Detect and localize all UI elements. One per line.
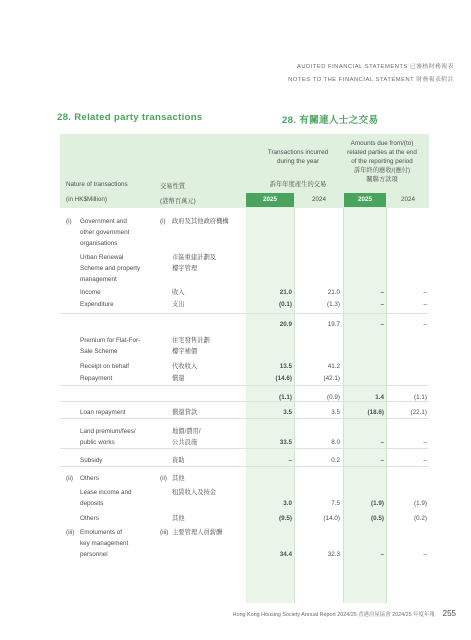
row-index-zh: (i) xyxy=(160,218,166,225)
column-divider xyxy=(294,208,295,603)
related-party-table xyxy=(60,134,429,603)
row-label-en: Premium for Flat-For- xyxy=(80,337,141,344)
row-label-en: Repayment xyxy=(80,375,113,382)
col-unit-en: (in HK$Million) xyxy=(66,196,107,203)
row-label-en: Receipt on behalf xyxy=(80,363,130,370)
value-2024: 3.5 xyxy=(331,409,340,416)
row-label-en: public works xyxy=(80,439,115,446)
balance-2024: – xyxy=(423,439,427,446)
row-label-en: Urban Renewal xyxy=(80,254,124,261)
row-label-en: Loan repayment xyxy=(80,409,126,416)
row-label-en: organisations xyxy=(80,240,118,247)
row-label-zh: 地價/費用/ xyxy=(172,428,201,435)
row-label-en: Expenditure xyxy=(80,301,114,308)
year-current-header: 2025 xyxy=(246,193,294,207)
value-2024: 19.7 xyxy=(327,321,340,328)
value-2024: (0.9) xyxy=(327,394,340,401)
page-footer xyxy=(233,609,456,618)
value-2025: 13.5 xyxy=(279,363,292,370)
table-header xyxy=(60,134,429,208)
balance-2024: – xyxy=(423,551,427,558)
footer-text: Hong Kong Housing Society Annual Report 2024/25 香港房屋協會 2024/25 年度年報 xyxy=(232,612,435,618)
value-2024: (1.3) xyxy=(327,301,340,308)
value-2024: 7.5 xyxy=(331,500,340,507)
row-label-en: deposits xyxy=(80,500,104,507)
value-2025: 34.4 xyxy=(279,551,292,558)
row-label-zh: 其他 xyxy=(172,475,185,482)
value-2025: 33.5 xyxy=(279,439,292,446)
running-header-2: NOTES TO THE FINANCIAL STATEMENT 財務報表附註 xyxy=(288,77,454,83)
row-label-en: Land premium/fees/ xyxy=(80,428,136,435)
balance-2025: – xyxy=(380,457,384,464)
column-divider xyxy=(343,208,344,603)
balance-2024: (1.1) xyxy=(414,394,427,401)
row-divider xyxy=(60,313,429,314)
year-current-header-2: 2025 xyxy=(344,193,386,207)
group2-label-2: related parties at the end xyxy=(347,149,417,156)
section-title-zh: 28. 有關連人士之交易 xyxy=(282,115,379,126)
balance-2025: (18.6) xyxy=(367,409,384,416)
current-year-shade xyxy=(246,208,294,603)
row-index: (ii) xyxy=(66,475,73,482)
row-divider xyxy=(60,448,429,449)
balance-2024: (0.2) xyxy=(414,515,427,522)
row-label-en: Government and xyxy=(80,218,127,225)
row-label-zh: 住宅發售計劃 xyxy=(172,337,210,344)
row-label-zh: 市區重建計劃及 xyxy=(172,254,217,261)
value-2025: (0.1) xyxy=(279,301,292,308)
value-2024: 32.3 xyxy=(327,551,340,558)
row-label-en: Emoluments of xyxy=(80,529,122,536)
value-2025: (14.6) xyxy=(275,375,292,382)
balance-2025: – xyxy=(380,301,384,308)
balance-2025: (1.9) xyxy=(371,500,384,507)
value-2025: 3.5 xyxy=(283,409,292,416)
group2-label-3: of the reporting period xyxy=(351,158,413,165)
balance-2025: – xyxy=(380,551,384,558)
row-label-zh: 公共設施 xyxy=(172,439,198,446)
col-nature-zh: 交易性質 xyxy=(160,183,186,190)
page-number: 255 xyxy=(442,609,456,618)
row-label-en: Subsidy xyxy=(80,457,103,464)
balance-2024: (1.9) xyxy=(414,500,427,507)
value-2025: 21.0 xyxy=(279,289,292,296)
row-divider xyxy=(60,466,429,467)
value-2024: 41.2 xyxy=(327,363,340,370)
value-2025: (9.5) xyxy=(279,515,292,522)
balance-2025: (0.5) xyxy=(371,515,384,522)
section-title-en: 28. Related party transactions xyxy=(57,112,203,123)
row-label-zh: 樓宇管理 xyxy=(172,265,198,272)
row-label-en: key management xyxy=(80,540,129,547)
row-label-en: Sale Scheme xyxy=(80,348,118,355)
row-index-zh: (ii) xyxy=(160,475,167,482)
row-label-zh: 收入 xyxy=(172,289,185,296)
col-unit-zh: (港幣百萬元) xyxy=(160,198,196,205)
row-label-zh: 租賃收入及按金 xyxy=(172,489,217,496)
balance-2024: (22.1) xyxy=(410,409,427,416)
row-label-zh: 代收收入 xyxy=(172,363,198,370)
balance-2025: 1.4 xyxy=(375,394,384,401)
row-label-en: Others xyxy=(80,475,99,482)
row-label-zh: 支出 xyxy=(172,301,185,308)
row-label-zh: 其他 xyxy=(172,515,185,522)
col-nature-en: Nature of transactions xyxy=(66,181,128,188)
row-label-zh: 樓宇補價 xyxy=(172,348,198,355)
row-label-en: Scheme and property xyxy=(80,265,141,272)
row-label-en: other government xyxy=(80,229,130,236)
row-label-zh: 資助 xyxy=(172,457,185,464)
row-divider xyxy=(60,385,429,386)
value-2024: (42.1) xyxy=(323,375,340,382)
value-2024: 21.0 xyxy=(327,289,340,296)
balance-2024: – xyxy=(423,457,427,464)
current-year-shade-2 xyxy=(344,208,386,603)
row-label-zh: 償還貸款 xyxy=(172,409,198,416)
column-divider xyxy=(386,208,387,603)
running-header-1: AUDITED FINANCIAL STATEMENTS 已審核財務報表 xyxy=(296,64,454,70)
value-2025: 20.9 xyxy=(279,321,292,328)
balance-2025: – xyxy=(380,439,384,446)
row-index: (iii) xyxy=(66,529,75,536)
balance-2024: – xyxy=(423,301,427,308)
row-label-en: Income xyxy=(80,289,101,296)
group1-label-1: Transactions incurred xyxy=(267,149,329,156)
table-body xyxy=(60,208,429,603)
row-label-en: management xyxy=(80,276,117,283)
value-2025: – xyxy=(288,457,292,464)
row-index-zh: (iii) xyxy=(160,529,169,536)
year-prior-header-2: 2024 xyxy=(387,193,429,207)
group2-label-zh2: 關聯方款項 xyxy=(366,176,398,183)
row-label-zh: 主要管理人員薪酬 xyxy=(172,529,223,536)
row-label-en: personnel xyxy=(80,551,108,558)
row-index: (i) xyxy=(66,218,72,225)
balance-2025: – xyxy=(380,289,384,296)
balance-2024: – xyxy=(423,289,427,296)
row-divider xyxy=(60,418,429,419)
value-2025: (1.1) xyxy=(279,394,292,401)
group2-label-1: Amounts due from/(to) xyxy=(350,140,414,147)
row-label-en: Others xyxy=(80,515,99,522)
group1-label-zh: 訴年年度產生的交易 xyxy=(269,181,327,188)
row-label-en: Lease income and xyxy=(80,489,132,496)
group2-label-zh1: 訴年終的應收/(應付) xyxy=(353,167,411,174)
group1-label-2: during the year xyxy=(276,158,319,165)
year-prior-header: 2024 xyxy=(295,193,343,207)
value-2025: 3.0 xyxy=(283,500,292,507)
value-2024: (14.0) xyxy=(323,515,340,522)
balance-2025: – xyxy=(380,321,384,328)
value-2024: 0.2 xyxy=(331,457,340,464)
balance-2024: – xyxy=(423,321,427,328)
value-2024: 8.0 xyxy=(331,439,340,446)
row-label-zh: 政府及其他政府機構 xyxy=(172,218,229,225)
row-label-zh: 償還 xyxy=(172,375,185,382)
